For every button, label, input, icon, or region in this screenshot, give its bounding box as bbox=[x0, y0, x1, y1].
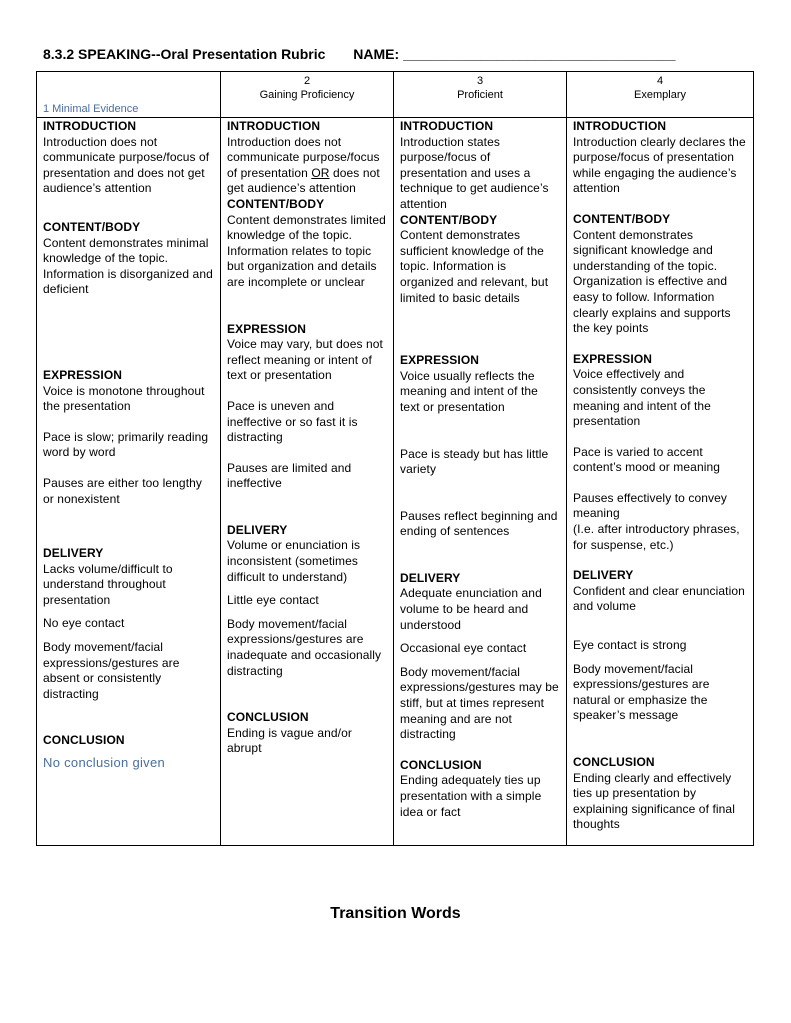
criterion-text: No eye contact bbox=[43, 616, 125, 631]
criterion-text: Body movement/facial expressions/gestures are natural or emphasize the speaker’s message bbox=[573, 661, 710, 723]
criterion-text: Body movement/facial expressions/gestures may be stiff, but at times represent meaning and are not distracting bbox=[400, 664, 559, 742]
column-header-4 bbox=[567, 72, 754, 118]
section-title-content: CONTENT/BODY bbox=[573, 211, 671, 226]
section-title-introduction: INTRODUCTION bbox=[573, 119, 667, 133]
criterion-text: Pace is uneven and ineffective or so fast it is distracting bbox=[227, 398, 358, 445]
section-title-content: CONTENT/BODY bbox=[43, 219, 141, 234]
criterion-text: Voice is monotone throughout the presentation bbox=[43, 383, 205, 414]
criterion-text: Ending clearly and effectively ties up presentation by explaining significance of final thoughts bbox=[573, 770, 735, 832]
criterion-text: Body movement/facial expressions/gestures are inadequate and occasionally distracting bbox=[227, 616, 382, 678]
column-label: Exemplary bbox=[634, 89, 686, 101]
criterion-text: Pauses reflect beginning and ending of sentences bbox=[400, 508, 558, 539]
rubric-cell-gaining bbox=[221, 118, 394, 846]
transition-words-heading: Transition Words bbox=[330, 905, 461, 922]
section-title-conclusion: CONCLUSION bbox=[400, 757, 482, 772]
section-title-delivery: DELIVERY bbox=[573, 568, 634, 583]
criterion-text: Pauses are either too lengthy or nonexistent bbox=[43, 475, 202, 506]
section-title-conclusion: CONCLUSION bbox=[573, 755, 655, 769]
criterion-text-no-conclusion: No conclusion given bbox=[43, 755, 166, 771]
criterion-text: Ending is vague and/or abrupt bbox=[227, 725, 352, 756]
column-header-3 bbox=[394, 72, 567, 118]
criterion-text: Voice effectively and consistently conveys the meaning and intent of the presentation bbox=[573, 367, 711, 429]
criterion-text: Content demonstrates limited knowledge of the topic. Information relates to topic but organization and details are incomplete or unclear bbox=[227, 212, 386, 289]
criterion-text: Ending adequately ties up presentation with a simple idea or fact bbox=[400, 773, 542, 819]
criterion-text: Lacks volume/difficult to understand throughout presentation bbox=[43, 561, 173, 607]
section-title-expression: EXPRESSION bbox=[400, 353, 480, 368]
criterion-text: Introduction does not communicate purpose/focus of presentation and does not get audience’s attention bbox=[43, 134, 210, 196]
criterion-text: Content demonstrates minimal knowledge of the topic. Information is disorganized and deficient bbox=[43, 235, 213, 297]
criterion-text: Content demonstrates sufficient knowledge of the topic. Information is organized and relevant, but limited to basic details bbox=[400, 228, 549, 305]
section-title-delivery: DELIVERY bbox=[400, 570, 461, 585]
rubric-cell-proficient bbox=[394, 118, 567, 846]
column-label-minimal: 1 Minimal Evidence bbox=[43, 103, 139, 115]
rubric-title: 8.3.2 SPEAKING--Oral Presentation Rubric bbox=[43, 46, 326, 62]
criterion-text: Pace is steady but has little variety bbox=[400, 446, 549, 477]
criterion-text: Content demonstrates significant knowledge and understanding of the topic. Organization is effective and easy to follow. Information clearly explains and supports the key points bbox=[573, 227, 731, 336]
column-number: 2 bbox=[303, 75, 311, 87]
column-label: Gaining Proficiency bbox=[259, 89, 355, 101]
section-title-delivery: DELIVERY bbox=[43, 546, 104, 561]
criterion-text: Pace is slow; primarily reading word by word bbox=[43, 429, 209, 460]
criterion-text: Introduction clearly declares the purpose/focus of presentation while engaging the audience’s attention bbox=[573, 134, 746, 196]
criterion-text: Confident and clear enunciation and volume bbox=[573, 583, 745, 614]
section-title-expression: EXPRESSION bbox=[43, 367, 123, 382]
criterion-text: Pauses are limited and ineffective bbox=[227, 460, 352, 491]
section-title-introduction: INTRODUCTION bbox=[43, 119, 137, 133]
section-title-conclusion: CONCLUSION bbox=[227, 710, 309, 725]
section-title-conclusion: CONCLUSION bbox=[43, 733, 125, 748]
column-label: Proficient bbox=[457, 89, 503, 101]
rubric-body-row bbox=[37, 118, 754, 846]
rubric-cell-exemplary bbox=[567, 118, 754, 846]
section-title-introduction: INTRODUCTION bbox=[400, 119, 494, 133]
criterion-text: Voice may vary, but does not reflect meaning or intent of text or presentation bbox=[227, 337, 383, 383]
criterion-text: Pace is varied to accent content’s mood or meaning bbox=[573, 444, 721, 475]
rubric-table bbox=[36, 71, 754, 846]
column-header-1 bbox=[37, 72, 221, 118]
column-header-2 bbox=[221, 72, 394, 118]
rubric-cell-minimal bbox=[37, 118, 221, 846]
column-number: 4 bbox=[656, 75, 664, 87]
rubric-header-row bbox=[37, 72, 754, 118]
criterion-text: Eye contact is strong bbox=[573, 638, 687, 653]
criterion-text: (I.e. after introductory phrases, for suspense, etc.) bbox=[573, 522, 740, 552]
criterion-text: Volume or enunciation is inconsistent (sometimes difficult to understand) bbox=[227, 538, 361, 584]
name-field-label: NAME: ___________________________________ bbox=[353, 46, 676, 62]
criterion-text: Voice usually reflects the meaning and intent of the text or presentation bbox=[400, 368, 538, 414]
section-title-expression: EXPRESSION bbox=[227, 321, 307, 336]
criterion-text: Pauses effectively to convey meaning bbox=[573, 490, 727, 521]
section-title-content: CONTENT/BODY bbox=[227, 196, 325, 211]
criterion-text: Introduction does not communicate purpose/focus of presentation OR does not get audience’s attention bbox=[227, 134, 380, 196]
criterion-text: Little eye contact bbox=[227, 593, 319, 608]
section-title-expression: EXPRESSION bbox=[573, 351, 653, 366]
section-title-introduction: INTRODUCTION bbox=[227, 119, 321, 133]
criterion-text: Adequate enunciation and volume to be heard and understood bbox=[400, 586, 542, 632]
criterion-text: Introduction states purpose/focus of presentation and uses a technique to get audience’s attention bbox=[400, 134, 549, 211]
section-title-delivery: DELIVERY bbox=[227, 522, 288, 537]
criterion-text: Body movement/facial expressions/gestures are absent or consistently distracting bbox=[43, 640, 180, 701]
rubric-header bbox=[43, 46, 676, 62]
criterion-text: Occasional eye contact bbox=[400, 641, 527, 656]
section-title-content: CONTENT/BODY bbox=[400, 212, 498, 227]
column-number: 3 bbox=[476, 75, 484, 87]
